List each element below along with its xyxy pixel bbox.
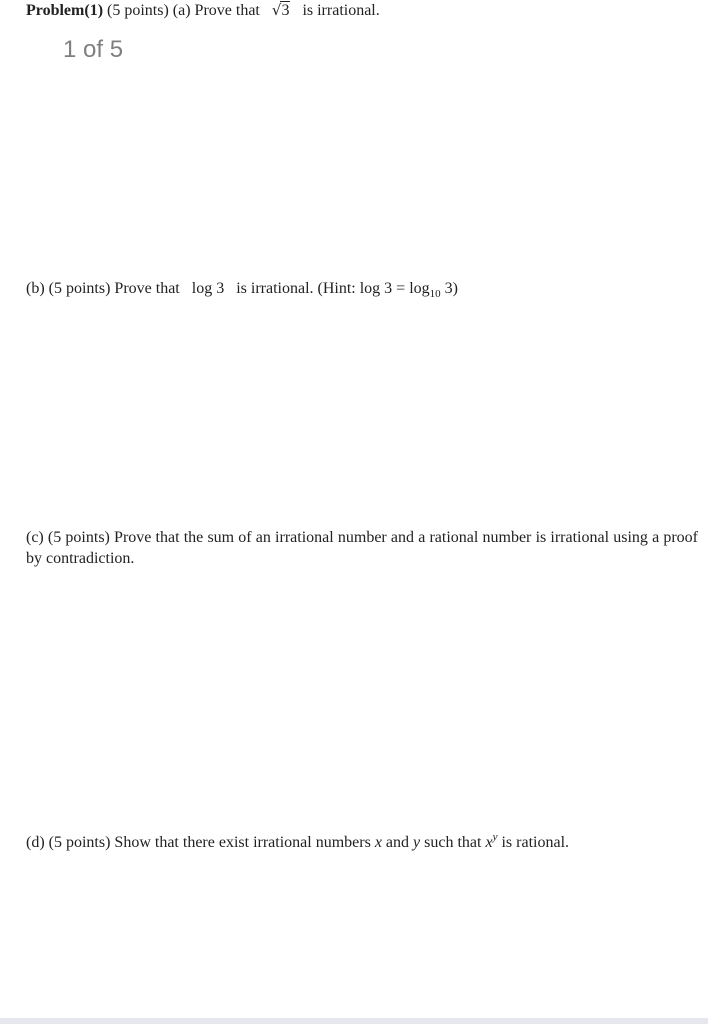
part-b-prompt: (b) (5 points) Prove that [26,280,180,297]
var-y: y [413,834,421,851]
part-d-line [26,827,569,853]
part-b-end: 3) [440,280,458,297]
part-d-suffix: is rational. [497,834,570,851]
bottom-bar [0,1018,708,1024]
part-b-line [26,279,458,304]
problem-heading: Problem(1) [26,2,104,19]
log-subscript: 10 [429,288,441,300]
power-base: x [485,834,493,851]
page-indicator: 1 of 5 [63,36,124,63]
var-x: x [374,834,382,851]
part-d-prompt: (d) (5 points) Show that there exist irrational numbers [26,834,375,851]
part-a-suffix: is irrational. [302,2,380,19]
part-a-prompt: (5 points) (a) Prove that [107,2,260,19]
part-b-expr: log 3 [191,280,225,297]
part-c-text: (c) (5 points) Prove that the sum of an irrational number and a rational number is irrational using a proof by contradiction. [26,529,698,567]
part-b-hint: is irrational. (Hint: log 3 = log [236,280,430,297]
power-exponent: y [492,831,498,843]
part-d-middle: such that [420,834,486,851]
part-a-line [26,0,380,21]
sqrt-symbol: √ [271,1,282,19]
sqrt-radicand: 3 [281,2,290,19]
part-d-and: and [381,834,414,851]
